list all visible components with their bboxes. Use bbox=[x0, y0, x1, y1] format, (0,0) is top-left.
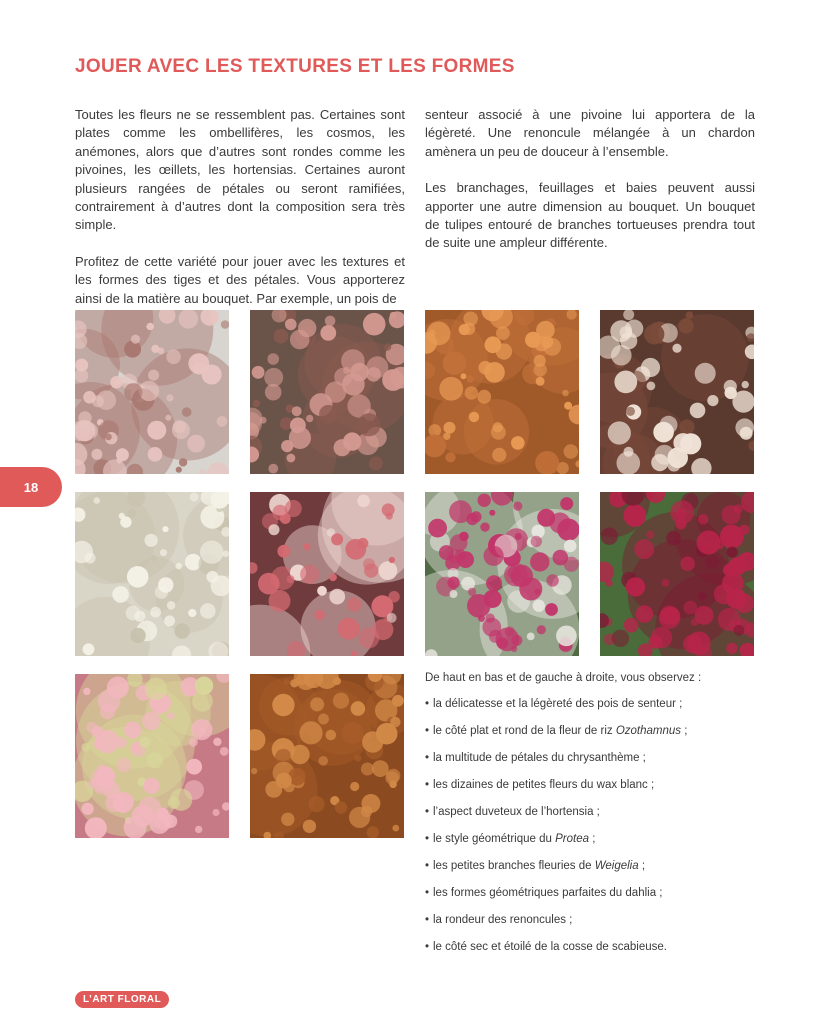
caption-item bbox=[425, 940, 765, 967]
body-text-right bbox=[425, 106, 755, 271]
caption-item-text: le style géométrique du bbox=[433, 833, 556, 845]
footer-badge: L’ART FLORAL bbox=[75, 991, 169, 1008]
flower-illustration bbox=[75, 310, 229, 474]
flower-illustration bbox=[425, 492, 579, 656]
bullet-icon: • bbox=[425, 941, 430, 953]
bullet-icon: • bbox=[425, 698, 430, 710]
bullet-icon: • bbox=[425, 887, 430, 899]
paragraph: Toutes les fleurs ne se ressemblent pas. Certaines sont plates comme les ombellifères, les cosmos, les anémones, alors que d’autres sont rondes comme les pivoines, les œillets, les hortensias. Certaines auront plusieurs rangées de pétales ou seront ramifiées, contrairement à d’autres dont la composition sera très simple. bbox=[75, 107, 405, 233]
caption-item-text: les petites branches fleuries de bbox=[433, 860, 595, 872]
caption-item bbox=[425, 832, 765, 859]
flower-illustration bbox=[75, 674, 229, 838]
bullet-icon: • bbox=[425, 860, 430, 872]
caption-item-text: la multitude de pétales du chrysanthème ; bbox=[433, 752, 646, 764]
flower-illustration bbox=[250, 492, 404, 656]
caption-item-text: le côté sec et étoilé de la cosse de scabieuse. bbox=[433, 941, 667, 953]
caption-item-species: Protea bbox=[555, 833, 589, 845]
caption-item bbox=[425, 805, 765, 832]
caption-item-text: le côté plat et rond de la fleur de riz bbox=[433, 725, 616, 737]
protea-photo bbox=[250, 492, 404, 656]
caption-item-text: les formes géométriques parfaites du dahlia ; bbox=[433, 887, 663, 899]
flower-illustration bbox=[600, 492, 754, 656]
sweet-pea-photo bbox=[75, 310, 229, 474]
ozothamnus-photo bbox=[250, 310, 404, 474]
caption-item-species: Weigelia bbox=[594, 860, 639, 872]
caption-item bbox=[425, 724, 765, 751]
caption-list bbox=[425, 697, 765, 967]
chrysanthemum-photo bbox=[425, 310, 579, 474]
caption-item-text: la rondeur des renoncules ; bbox=[433, 914, 573, 926]
scabiosa-pod-photo bbox=[250, 674, 404, 838]
caption-item bbox=[425, 913, 765, 940]
flower-illustration bbox=[600, 310, 754, 474]
bullet-icon: • bbox=[425, 752, 430, 764]
bullet-icon: • bbox=[425, 779, 430, 791]
page-number-tab bbox=[0, 467, 62, 507]
caption-item-text: les dizaines de petites fleurs du wax blanc ; bbox=[433, 779, 655, 791]
photo-caption bbox=[425, 672, 765, 967]
caption-item bbox=[425, 697, 765, 724]
flower-illustration bbox=[250, 674, 404, 838]
caption-item-text: ; bbox=[681, 725, 688, 737]
hydrangea-photo bbox=[75, 492, 229, 656]
page-heading: JOUER AVEC LES TEXTURES ET LES FORMES bbox=[75, 56, 515, 77]
flower-illustration bbox=[75, 492, 229, 656]
paragraph: Les branchages, feuillages et baies peuvent aussi apporter une autre dimension au bouquet. Un bouquet de tulipes entouré de branches tortueuses prendra tout de suite une ampleur différente. bbox=[425, 180, 755, 251]
flower-illustration bbox=[425, 310, 579, 474]
caption-item-text: la délicatesse et la légèreté des pois de senteur ; bbox=[433, 698, 683, 710]
caption-item-text: ; bbox=[589, 833, 596, 845]
caption-item bbox=[425, 886, 765, 913]
wax-flower-photo bbox=[600, 310, 754, 474]
bullet-icon: • bbox=[425, 833, 430, 845]
caption-item bbox=[425, 778, 765, 805]
body-text-left bbox=[75, 106, 405, 326]
paragraph: Profitez de cette variété pour jouer avec les textures et les formes des tiges et des pétales. Vous apporterez ainsi de la matière au bouquet. Par exemple, un pois de bbox=[75, 253, 405, 306]
page-number: 18 bbox=[23, 479, 39, 495]
dahlia-photo bbox=[600, 492, 754, 656]
paragraph: senteur associé à une pivoine lui apportera de la légèreté. Une renoncule mélangée à un chardon amènera un peu de douceur à l’ensemble. bbox=[425, 107, 755, 159]
bullet-icon: • bbox=[425, 725, 430, 737]
caption-item-text: ; bbox=[638, 860, 646, 872]
bullet-icon: • bbox=[425, 914, 430, 926]
caption-intro: De haut en bas et de gauche à droite, vous observez : bbox=[425, 672, 702, 684]
caption-item bbox=[425, 859, 765, 886]
caption-item-species: Ozothamnus bbox=[615, 725, 682, 737]
bullet-icon: • bbox=[425, 806, 430, 818]
caption-item-text: l’aspect duveteux de l’hortensia ; bbox=[433, 806, 600, 818]
weigela-photo bbox=[425, 492, 579, 656]
ranunculus-photo bbox=[75, 674, 229, 838]
caption-item bbox=[425, 751, 765, 778]
flower-illustration bbox=[250, 310, 404, 474]
